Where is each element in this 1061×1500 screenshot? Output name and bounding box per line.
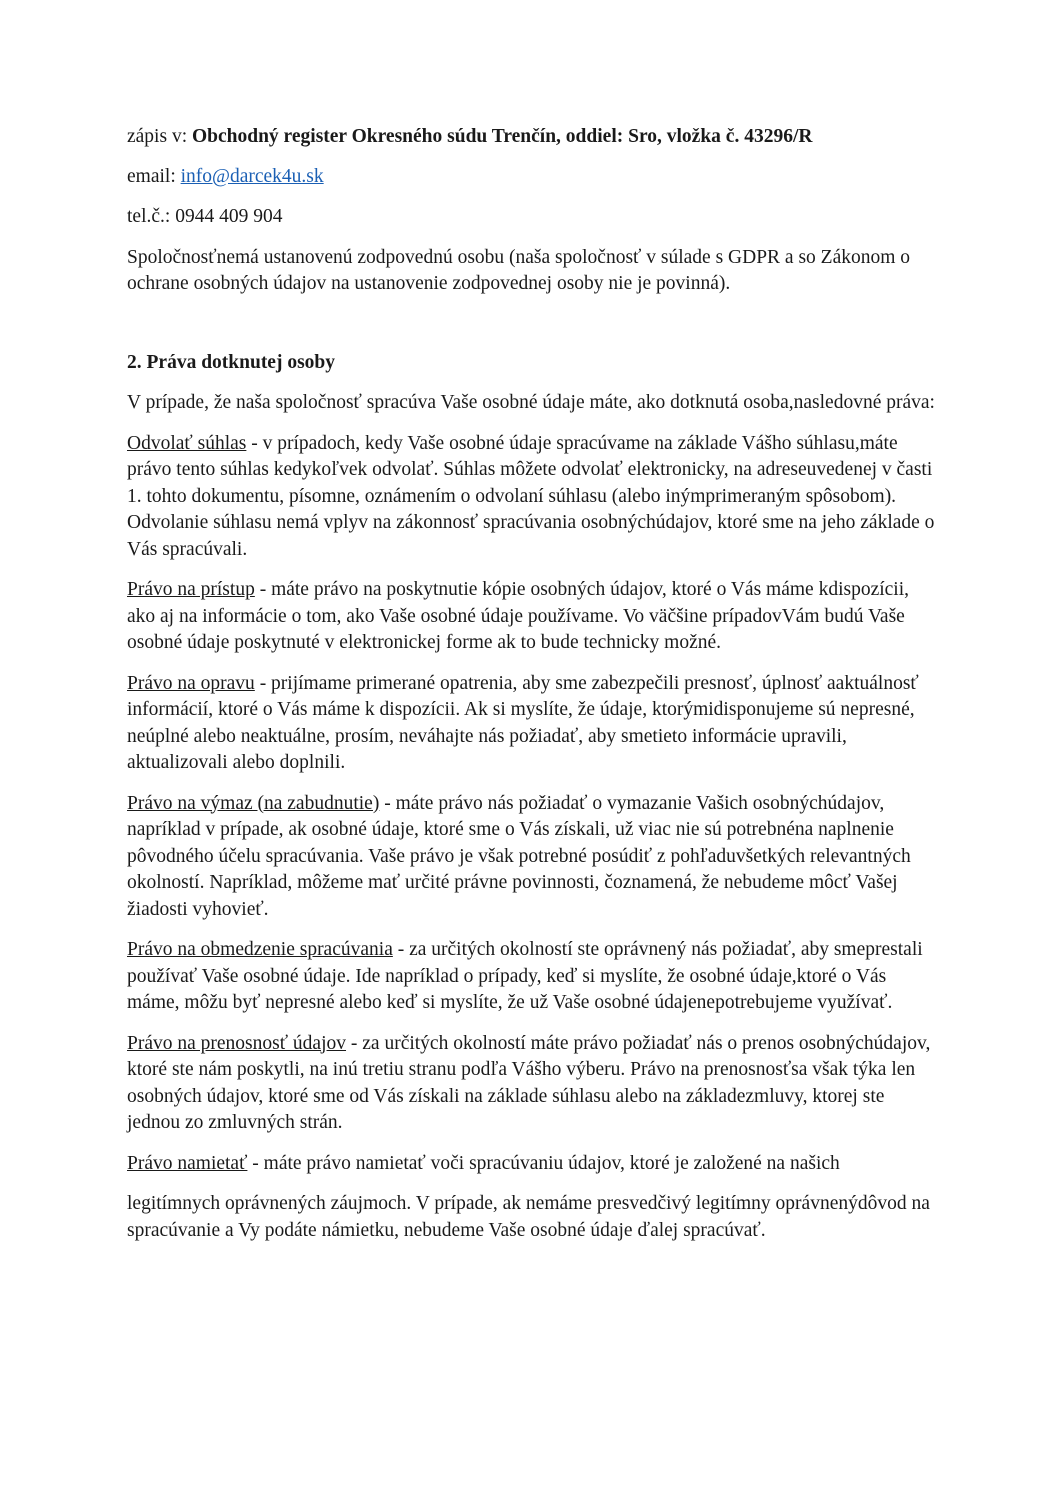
right-term: Právo na výmaz (na zabudnutie)	[127, 792, 380, 814]
section-heading: 2. Práva dotknutej osoby	[127, 351, 336, 373]
right-term: Právo na opravu	[127, 672, 255, 694]
dpo-paragraph: Spoločnosťnemá ustanovenú zodpovednú osobu (naša spoločnosť v súlade s GDPR a so Zákonom o ochrane osobných údajov na ustanovenie zodpovednej osoby nie je povinná).	[127, 246, 911, 294]
right-term: Odvolať súhlas	[127, 432, 247, 454]
email-link[interactable]: info@darcek4u.sk	[180, 165, 324, 187]
right-rectification	[127, 671, 937, 777]
document-page	[127, 124, 937, 1244]
right-text: - za určitých okolností máte právo požiadať nás o prenos osobnýchúdajov, ktoré ste nám poskytli, na inú tretiu stranu podľa Vášho výberu. Právo na prenosnosťsa však týka len osobných údajov, ktoré sme od Vás získali na základe súhlasu alebo na základezmluvy, ktorej ste jednou zo zmluvných strán.	[127, 1032, 931, 1133]
right-term: Právo na prenosnosť údajov	[127, 1032, 347, 1054]
right-term: Právo na obmedzenie spracúvania	[127, 939, 393, 960]
right-text: - máte právo namietať voči spracúvaniu údajov, ktoré je založené na našich	[247, 1152, 840, 1174]
intro-paragraph: V prípade, že naša spoločnosť spracúva Vaše osobné údaje máte, ako dotknutá osoba,nasledovné práva:	[127, 392, 935, 413]
right-portability	[127, 1031, 937, 1137]
phone-line: tel.č.: 0944 409 904	[127, 206, 283, 227]
right-term: Právo namietať	[127, 1152, 248, 1174]
object-continuation: legitímnych oprávnených záujmoch. V prípade, ak nemáme presvedčivý legitímny oprávnenýdôvod na spracúvanie a Vy podáte námietku, nebudeme Vaše osobné údaje ďalej spracúvať.	[127, 1193, 930, 1241]
register-line	[127, 124, 937, 151]
right-text: - za určitých okolností ste oprávnený nás požiadať, aby smeprestali používať Vaše osobné údaje. Ide napríklad o prípady, keď si myslíte, že osobné údaje,ktoré o Vás máme, môžu byť nepresné alebo keď si myslíte, že už Vaše osobné údajenepotrebujeme využívať.	[127, 939, 923, 1013]
right-text: - v prípadoch, kedy Vaše osobné údaje spracúvame na základe Vášho súhlasu,máte právo tento súhlas kedykoľvek odvolať. Súhlas môžete odvolať elektronicky, na adreseuvedenej v časti 1. tohto dokumentu, písomne, oznámením o odvolaní súhlasu (alebo inýmprimeraným spôsobom). Odvolanie súhlasu nemá vplyv na zákonnosť spracúvania osobnýchúdajov, ktoré sme na jeho základe o Vás spracúvali.	[127, 432, 935, 560]
right-text: - máte právo nás požiadať o vymazanie Vašich osobnýchúdajov, napríklad v prípade, ak osobné údaje, ktoré sme o Vás získali, už viac nie sú potrebnéna naplnenie pôvodného účelu spracúvania. Vaše právo je však potrebné posúdiť z pohľaduvšetkých relevantných okolností. Napríklad, môžeme mať určité právne povinnosti, čoznamená, že nebudeme môcť Vašej žiadosti vyhovieť.	[127, 792, 911, 920]
right-text: - máte právo na poskytnutie kópie osobných údajov, ktoré o Vás máme kdispozícii, ako aj na informácie o tom, ako Vaše osobné údaje používame. Vo väčšine prípadovVám budú Vaše osobné údaje poskytnuté v elektronickej forme ak to bude technicky možné.	[127, 579, 910, 653]
right-erasure	[127, 791, 937, 924]
right-term: Právo na prístup	[127, 579, 255, 600]
right-access	[127, 577, 937, 657]
right-restriction	[127, 937, 937, 1017]
register-value: Obchodný register Okresného súdu Trenčín, oddiel: Sro, vložka č. 43296/R	[191, 126, 813, 147]
register-prefix: zápis v:	[127, 126, 192, 147]
right-withdraw-consent	[127, 431, 937, 564]
right-object	[127, 1151, 937, 1178]
right-text: - prijímame primerané opatrenia, aby sme zabezpečili presnosť, úplnosť aaktuálnosť informácií, ktoré o Vás máme k dispozícii. Ak si myslíte, že údaje, ktorýmidisponujeme sú nepresné, neúplné alebo neaktuálne, prosím, neváhajte nás požiadať, aby smetieto informácie upravili, aktualizovali alebo doplnili.	[127, 672, 919, 773]
email-prefix: email:	[127, 165, 181, 187]
email-line	[127, 164, 937, 191]
